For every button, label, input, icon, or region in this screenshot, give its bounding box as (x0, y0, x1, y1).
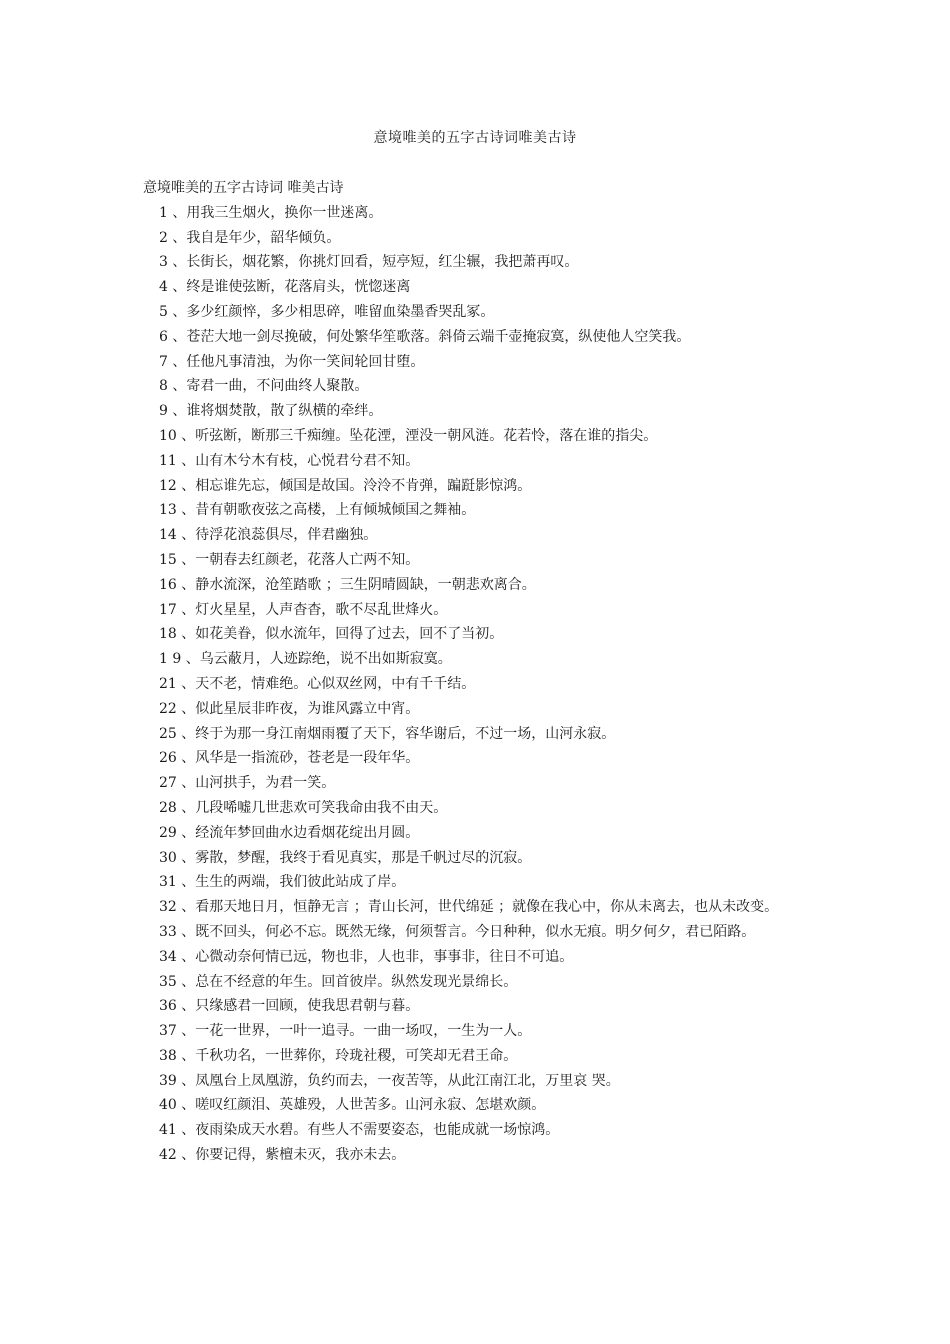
poem-line: 35 、总在不经意的年生。回首彼岸。纵然发现光景绵长。 (159, 973, 518, 990)
poem-line: 28 、几段唏嘘几世悲欢可笑我命由我不由天。 (159, 799, 448, 816)
poem-line: 22 、似此星辰非昨夜，为谁风露立中宵。 (159, 700, 420, 717)
poem-line: 7 、任他凡事清浊，为你一笑间轮回甘堕。 (159, 353, 425, 370)
poem-line: 10 、听弦断，断那三千痴缠。坠花湮，湮没一朝风涟。花若怜，落在谁的指尖。 (159, 427, 658, 444)
poem-line: 21 、天不老，情难绝。心似双丝网，中有千千结。 (159, 675, 476, 692)
document-subtitle: 意境唯美的五字古诗词 唯美古诗 (143, 180, 344, 196)
poem-line: 12 、相忘谁先忘，倾国是故国。泠泠不肯弹，蹁跹影惊鸿。 (159, 477, 532, 494)
poem-line: 26 、风华是一指流砂，苍老是一段年华。 (159, 750, 420, 767)
poem-line: 42 、你要记得，紫檀未灭，我亦未去。 (159, 1147, 406, 1164)
poem-line: 32 、看那天地日月，恒静无言 ；青山长河，世代绵延 ；就像在我心中，你从未离去，也从未改变。 (159, 899, 779, 916)
poem-line: 5 、多少红颜悴，多少相思碎，唯留血染墨香哭乱冢。 (159, 303, 495, 320)
poem-line: 39 、凤凰台上凤凰游，负约而去，一夜苦等，从此江南江北，万里哀 哭。 (159, 1072, 620, 1089)
poem-line: 36 、只缘感君一回顾，使我思君朝与暮。 (159, 998, 420, 1015)
poem-line: 3 、长街长，烟花繁，你挑灯回看，短亭短，红尘辗，我把萧再叹。 (159, 254, 579, 271)
poem-line: 33 、既不回头，何必不忘。既然无缘，何须誓言。今日种种，似水无痕。明夕何夕，君已陌路。 (159, 923, 756, 940)
document-title: 意境唯美的五字古诗词唯美古诗 (373, 130, 577, 146)
poem-line: 29 、经流年梦回曲水边看烟花绽出月圆。 (159, 824, 420, 841)
poem-line: 14 、待浮花浪蕊俱尽，伴君幽独。 (159, 527, 378, 544)
poem-line: 40 、嗟叹红颜泪、英雄殁，人世苦多。山河永寂、怎堪欢颜。 (159, 1097, 546, 1114)
poem-line: 4 、终是谁使弦断，花落肩头，恍惚迷离 (159, 279, 411, 296)
poem-line: 1 9 、乌云蔽月，人迹踪绝，说不出如斯寂寞。 (159, 651, 452, 668)
poem-line: 30 、雾散，梦醒，我终于看见真实，那是千帆过尽的沉寂。 (159, 849, 532, 866)
poem-line: 6 、苍茫大地一剑尽挽破，何处繁华笙歌落。斜倚云端千壶掩寂寞，纵使他人空笑我。 (159, 328, 691, 345)
poem-line: 9 、谁将烟焚散，散了纵横的牵绊。 (159, 403, 383, 420)
poem-line: 16 、静水流深，沧笙踏歌 ；三生阴晴圆缺，一朝悲欢离合。 (159, 576, 536, 593)
document-body (143, 176, 811, 1168)
poem-line: 17 、灯火星星，人声杳杳，歌不尽乱世烽火。 (159, 601, 448, 618)
poem-line: 18 、如花美眷，似水流年，回得了过去，回不了当初。 (159, 626, 504, 643)
poem-line: 37 、一花一世界，一叶一追寻。一曲一场叹，一生为一人。 (159, 1023, 532, 1040)
poem-line: 13 、昔有朝歌夜弦之高楼，上有倾城倾国之舞袖。 (159, 502, 476, 519)
poem-line: 27 、山河拱手，为君一笑。 (159, 775, 336, 792)
poem-line: 11 、山有木兮木有枝，心悦君兮君不知。 (159, 452, 420, 469)
poem-line: 31 、生生的两端，我们彼此站成了岸。 (159, 874, 406, 891)
poem-line: 8 、寄君一曲，不问曲终人聚散。 (159, 378, 369, 395)
poem-line: 1 、用我三生烟火，换你一世迷离。 (159, 204, 383, 221)
poem-line: 34 、心微动奈何情已远，物也非，人也非，事事非，往日不可追。 (159, 948, 574, 965)
poem-line: 41 、夜雨染成天水碧。有些人不需要姿态，也能成就一场惊鸿。 (159, 1122, 560, 1139)
poem-line: 2 、我自是年少，韶华倾负。 (159, 229, 341, 246)
poem-line: 38 、千秋功名，一世葬你，玲珑社稷，可笑却无君王命。 (159, 1047, 518, 1064)
poem-line: 15 、一朝春去红颜老，花落人亡两不知。 (159, 551, 420, 568)
poem-line: 25 、终于为那一身江南烟雨覆了天下，容华谢后，不过一场，山河永寂。 (159, 725, 616, 742)
